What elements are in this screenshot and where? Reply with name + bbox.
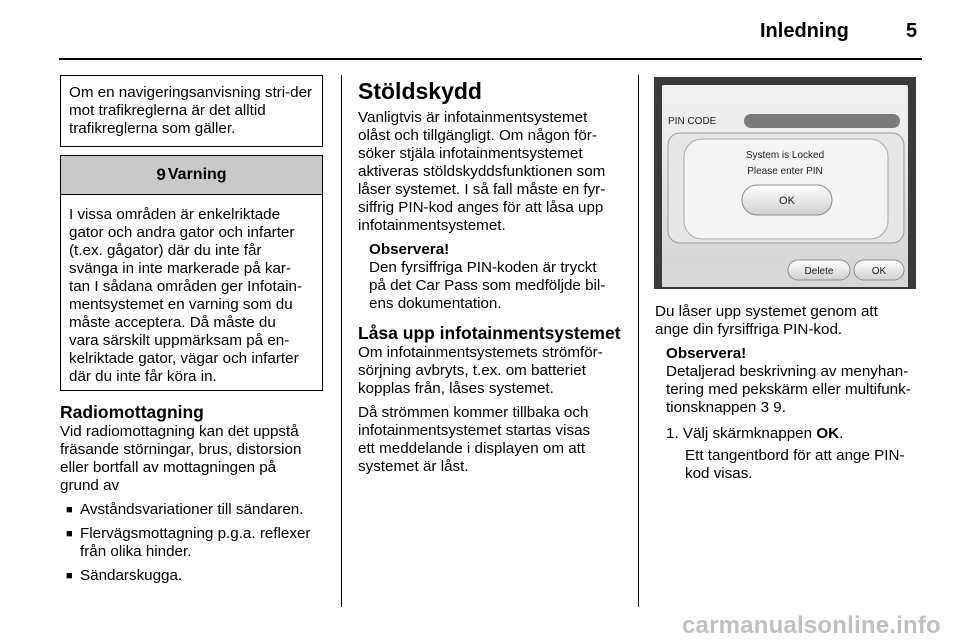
warning-body xyxy=(61,195,322,386)
note-line: ens dokumentation. xyxy=(369,295,502,312)
theft-heading: Stöldskydd xyxy=(358,78,482,104)
warning-line: tan I sådana områden ger Infotain- xyxy=(69,278,303,295)
step-1 xyxy=(655,425,930,483)
power-line: Då strömmen kommer tillbaka och xyxy=(358,404,589,421)
theft-line: söker stjäla infotainmentsystemet xyxy=(358,145,583,162)
warning-title: Varning xyxy=(167,166,227,183)
radio-line: Vid radiomottagning kan det uppstå xyxy=(60,423,299,440)
theft-line: Vanligtvis är infotainmentsystemet xyxy=(358,109,588,126)
step-number: 1. xyxy=(666,425,679,442)
step-result-line: Ett tangentbord för att ange PIN- xyxy=(685,447,905,464)
power-line: ett meddelande i displayen om att xyxy=(358,440,586,457)
menu-note xyxy=(655,345,930,417)
radio-paragraph xyxy=(60,423,335,495)
warning-box xyxy=(60,155,323,391)
bullet-line: Flervägsmottagning p.g.a. reflexer xyxy=(80,525,311,542)
warning-line: mentsystemet en varning som du xyxy=(69,296,293,313)
page-reference: 9. xyxy=(773,399,786,416)
unlock-instructions xyxy=(655,303,930,483)
theft-line: olåst och tillgängligt. Om någon för- xyxy=(358,127,597,144)
radio-heading: Radiomottagning xyxy=(60,402,204,422)
bullet-line: Sändarskugga. xyxy=(80,567,183,584)
theft-line: låser systemet. I så fall måste en fyr- xyxy=(358,181,606,198)
radio-section xyxy=(60,402,335,585)
list-item xyxy=(60,567,335,585)
list-item xyxy=(60,525,335,561)
bullet-line: Avståndsvariationer till sändaren. xyxy=(80,501,304,518)
list-item xyxy=(60,501,335,519)
screen-delete-button: Delete xyxy=(804,266,834,277)
unlock-line: Om infotainmentsystemets strömför- xyxy=(358,344,603,361)
header-rule xyxy=(59,58,922,60)
bullet-square-icon: ■ xyxy=(66,528,73,540)
step-result xyxy=(666,447,930,483)
unlock-heading: Låsa upp infotainmentsystemet xyxy=(358,323,621,343)
warning-line: där du inte får köra in. xyxy=(69,368,217,385)
radio-line: grund av xyxy=(60,477,120,494)
chapter-title: Inledning xyxy=(760,20,849,42)
screen-ok-button-large: OK xyxy=(779,195,795,207)
pin-code-screen-image xyxy=(654,77,916,289)
unlock-intro xyxy=(655,303,930,339)
step-punct: . xyxy=(839,425,844,442)
warning-line: vara särskilt uppmärksam på en- xyxy=(69,332,290,349)
intro-line: Du låser upp systemet genom att xyxy=(655,303,878,320)
step-line xyxy=(666,425,930,443)
warning-line: kelriktade gator, vägar och infarter xyxy=(69,350,299,367)
step-result-line: kod visas. xyxy=(685,465,753,482)
unlock-paragraph xyxy=(358,344,633,398)
navigation-note-text: Om en navigeringsanvisning stri-der mot trafikreglerna är det alltid trafikreglerna som gäller. xyxy=(69,84,313,137)
note-line: tionsknappen xyxy=(666,399,757,416)
warning-line: I vissa områden är enkelriktade xyxy=(69,206,281,223)
watermark: carmanualsonline.info xyxy=(682,612,941,639)
theft-line: siffrig PIN-kod anges för att låsa upp xyxy=(358,199,604,216)
warning-line: gator och andra gator och infarter xyxy=(69,224,295,241)
step-ok-label: OK xyxy=(816,425,840,442)
note-line: på det Car Pass som medföljde bil- xyxy=(369,277,606,294)
bullet-square-icon: ■ xyxy=(66,570,73,582)
page-reference-arrow-icon: 3 xyxy=(760,399,770,416)
warning-header xyxy=(61,156,322,195)
intro-line: ange din fyrsiffriga PIN-kod. xyxy=(655,321,843,338)
note-line-with-ref xyxy=(666,399,930,417)
power-line: systemet är låst. xyxy=(358,458,469,475)
note-line: Detaljerad beskrivning av menyhan- xyxy=(666,363,909,380)
unlock-line: kopplas från, låses systemet. xyxy=(358,380,554,397)
warning-line: svänga in inte markerade på kar- xyxy=(69,260,292,277)
radio-line: eller bortfall av mottagningen på xyxy=(60,459,277,476)
power-line: infotainmentsystemet startas visas xyxy=(358,422,591,439)
note-line: Den fyrsiffriga PIN-koden är tryckt xyxy=(369,259,597,276)
screen-ok-button-small: OK xyxy=(871,266,887,277)
column-divider-2 xyxy=(638,75,639,607)
bullet-line: från olika hinder. xyxy=(80,543,192,560)
column-divider-1 xyxy=(341,75,342,607)
navigation-note-box xyxy=(60,75,323,147)
screen-message-enter-pin: Please enter PIN xyxy=(747,166,823,177)
page-number: 5 xyxy=(906,20,918,42)
warning-triangle-icon: 9 xyxy=(156,165,166,184)
pin-code-screen-svg xyxy=(654,77,916,289)
theft-line: infotainmentsystemet. xyxy=(358,217,506,234)
note-label: Observera! xyxy=(666,345,747,362)
radio-bullet-list xyxy=(60,501,335,585)
screen-title: PIN CODE xyxy=(668,116,717,127)
note-label: Observera! xyxy=(369,241,450,258)
unlock-line: sörjning avbryts, t.ex. om batteriet xyxy=(358,362,586,379)
theft-protection-section xyxy=(358,78,633,476)
note-line: tering med pekskärm eller multifunk- xyxy=(666,381,911,398)
theft-paragraph xyxy=(358,109,633,235)
theft-line: aktiveras stöldskyddsfunktionen som xyxy=(358,163,606,180)
step-text: Välj skärmknappen xyxy=(682,425,813,442)
warning-line: måste acceptera. Då måste du xyxy=(69,314,276,331)
power-paragraph xyxy=(358,404,633,476)
screen-message-locked: System is Locked xyxy=(745,150,825,161)
pin-note xyxy=(358,241,633,313)
bullet-square-icon: ■ xyxy=(66,504,73,516)
warning-line: (t.ex. gågator) där du inte får xyxy=(69,242,262,259)
radio-line: fräsande störningar, brus, distorsion xyxy=(60,441,302,458)
